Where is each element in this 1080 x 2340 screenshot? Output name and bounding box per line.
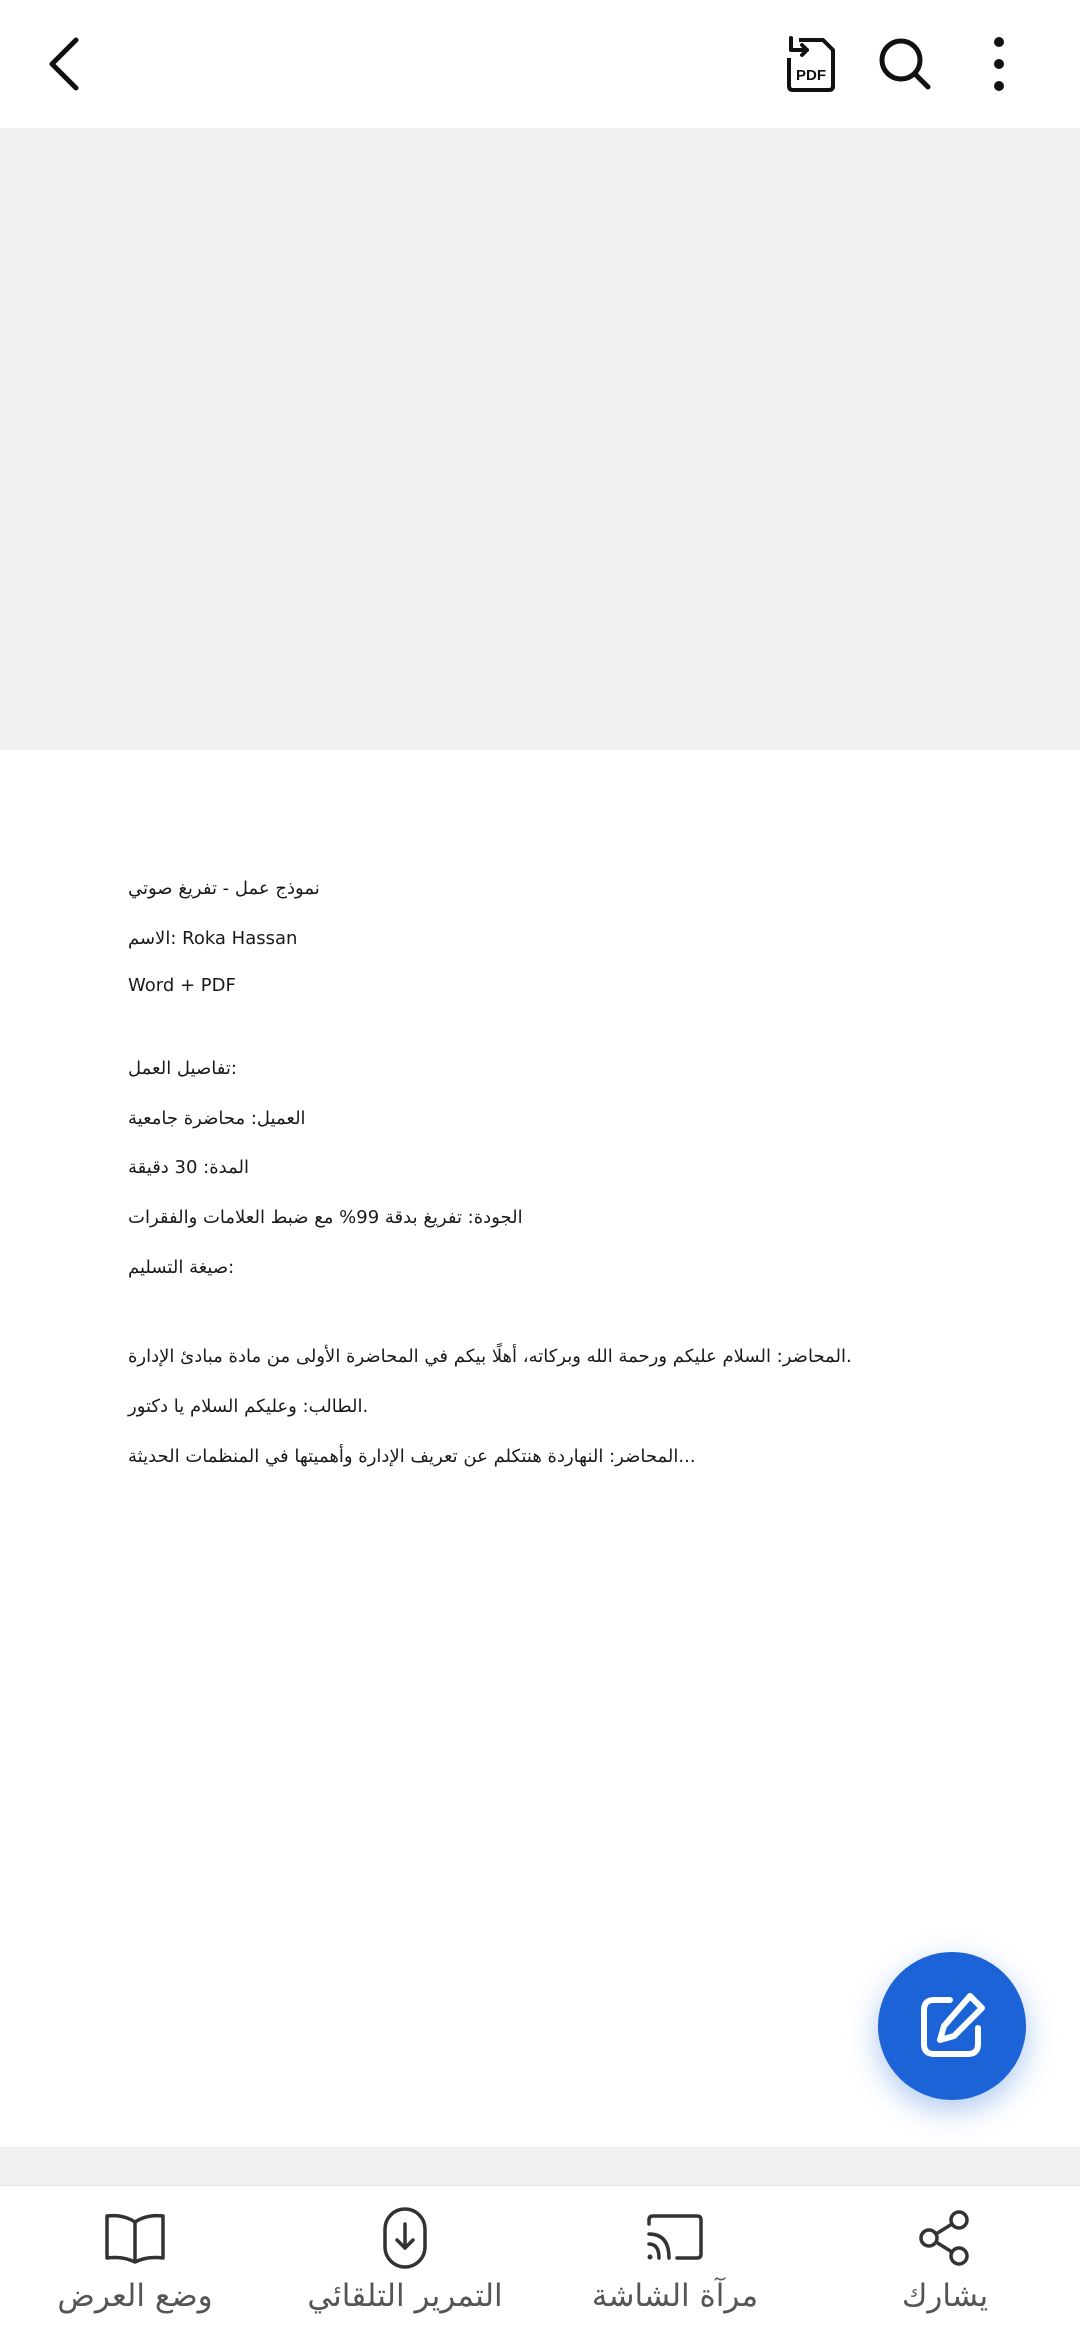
page-gap-area: [0, 128, 1080, 750]
nav-view-mode[interactable]: [0, 2186, 270, 2340]
nav-auto-scroll[interactable]: [270, 2186, 540, 2340]
nav-auto-scroll-label: التمرير التلقائي: [307, 2278, 503, 2314]
doc-format-line: Word + PDF: [128, 975, 236, 996]
page-bottom-gap: [0, 2147, 1080, 2185]
nav-view-mode-label: وضع العرض: [57, 2278, 213, 2314]
nav-share-label: يشارك: [901, 2278, 989, 2314]
more-options-button[interactable]: [951, 16, 1047, 112]
pdf-icon-text: PDF: [796, 67, 826, 84]
doc-lecturer-line-2: المحاضر: النهاردة هنتكلم عن تعريف الإدارة وأهميتها في المنظمات الحديثة...: [128, 1446, 696, 1467]
doc-student-line: الطالب: وعليكم السلام يا دكتور.: [128, 1396, 369, 1417]
share-icon: [913, 2206, 977, 2270]
search-icon: [877, 36, 933, 92]
more-vertical-icon: [989, 36, 1009, 92]
cast-icon: [643, 2206, 707, 2270]
nav-screen-mirror[interactable]: [540, 2186, 810, 2340]
doc-delivery-format-line: صيغة التسليم:: [128, 1257, 235, 1278]
back-arrow-icon: [42, 34, 86, 94]
back-button[interactable]: [16, 16, 112, 112]
auto-scroll-icon: [373, 2206, 437, 2270]
doc-title: نموذج عمل - تفريغ صوتي: [128, 878, 320, 899]
document-page[interactable]: [0, 750, 1080, 2147]
top-toolbar: [0, 0, 1080, 128]
export-pdf-icon: [783, 34, 839, 94]
nav-share[interactable]: [810, 2186, 1080, 2340]
doc-client-line: العميل: محاضرة جامعية: [128, 1108, 306, 1129]
doc-quality-line: الجودة: تفريغ بدقة 99% مع ضبط العلامات والفقرات: [128, 1207, 523, 1228]
search-button[interactable]: [857, 16, 953, 112]
book-icon: [103, 2206, 167, 2270]
edit-icon: [916, 1990, 988, 2062]
bottom-navigation: [0, 2185, 1080, 2340]
export-pdf-button[interactable]: [763, 16, 859, 112]
doc-lecturer-line-1: المحاضر: السلام عليكم ورحمة الله وبركاته، أهلًا بيكم في المحاضرة الأولى من مادة مبادئ الإدارة.: [128, 1346, 852, 1367]
doc-work-details-heading: تفاصيل العمل:: [128, 1058, 237, 1079]
nav-screen-mirror-label: مرآة الشاشة: [591, 2278, 759, 2314]
edit-fab-button[interactable]: [878, 1952, 1026, 2100]
doc-duration-line: المدة: 30 دقيقة: [128, 1157, 249, 1178]
doc-name-line: الاسم: Roka Hassan: [128, 928, 298, 949]
